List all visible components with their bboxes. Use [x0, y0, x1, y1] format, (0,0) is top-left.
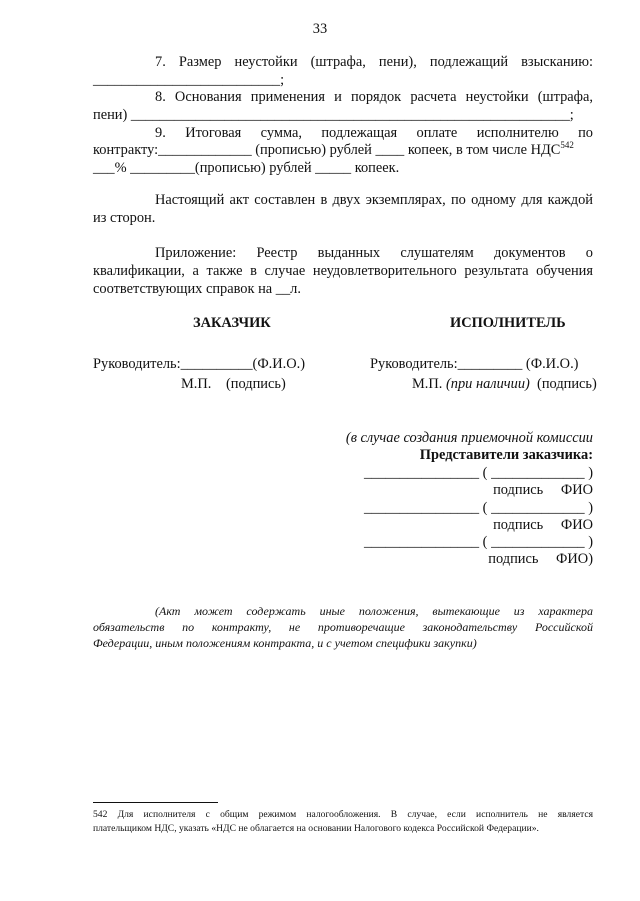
commission-row-2-line: ________________ ( _____________ ) — [363, 500, 593, 516]
footnote-line-2: плательщиком НДС, указать «НДС не облагается на основании Налогового кодекса Российской Федерации». — [93, 823, 539, 834]
item-9-line-2 — [93, 141, 574, 159]
item-9-line-3: ___% _________(прописью) рублей _____ копеек. — [93, 160, 400, 176]
appendix-line-3: соответствующих справок на __л. — [93, 281, 301, 297]
executor-stamp-line — [412, 375, 597, 393]
item-7-line-1: 7. Размер неустойки (штрафа, пени), подлежащий взысканию: — [155, 54, 593, 70]
item-7-line-2: __________________________; — [93, 72, 285, 88]
commission-row-1-caption: подпись ФИО — [493, 482, 593, 498]
remark-line-3: Федерации, иным положениям контракта, и с учетом специфики закупки) — [93, 636, 477, 650]
appendix-line-1: Приложение: Реестр выданных слушателям документов о — [155, 245, 593, 261]
item-8-line-1: 8. Основания применения и порядок расчета неустойки (штрафа, — [155, 89, 593, 105]
copies-line-2: из сторон. — [93, 210, 156, 226]
customer-sign-caption: (подпись) — [226, 376, 286, 392]
executor-head-line: Руководитель:_________ (Ф.И.О.) — [370, 356, 579, 372]
customer-stamp: М.П. — [181, 376, 212, 392]
appendix-line-2: квалификации, а также в случае неудовлетворительного результата обучения — [93, 263, 593, 279]
customer-heading: ЗАКАЗЧИК — [193, 315, 271, 331]
executor-stamp-note: (при наличии) — [446, 376, 530, 392]
item-8-line-2: пени) _____________________________________________________________; — [93, 107, 574, 123]
remark-line-2: обязательств по контракту, не противоречащие законодательству Российской — [93, 620, 593, 634]
commission-note: (в случае создания приемочной комиссии — [345, 430, 593, 446]
page-number: 33 — [312, 21, 328, 37]
commission-row-2-caption: подпись ФИО — [493, 517, 593, 533]
commission-row-3-line: ________________ ( _____________ ) — [363, 534, 593, 550]
executor-sign-caption: (подпись) — [537, 376, 597, 392]
customer-head-line: Руководитель:__________(Ф.И.О.) — [93, 356, 306, 372]
executor-heading: ИСПОЛНИТЕЛЬ — [450, 315, 566, 331]
remark-line-1: (Акт может содержать иные положения, вытекающие из характера — [155, 604, 593, 618]
commission-row-3-caption: подпись ФИО) — [488, 551, 593, 567]
footnote-ref-542: 542 — [560, 140, 574, 151]
commission-title: Представители заказчика: — [419, 447, 593, 463]
item-9-line-1: 9. Итоговая сумма, подлежащая оплате исполнителю по — [155, 125, 593, 141]
footnote-line-1: 542 Для исполнителя с общим режимом налогообложения. В случае, если исполнитель не является — [93, 809, 593, 820]
executor-stamp: М.П. — [412, 376, 443, 392]
footnote-separator — [93, 802, 218, 803]
item-9-line-2-text: контракту:_____________ (прописью) рублей ____ копеек, в том числе НДС — [93, 142, 561, 158]
commission-row-1-line: ________________ ( _____________ ) — [363, 465, 593, 481]
copies-line-1: Настоящий акт составлен в двух экземплярах, по одному для каждой — [155, 192, 593, 208]
